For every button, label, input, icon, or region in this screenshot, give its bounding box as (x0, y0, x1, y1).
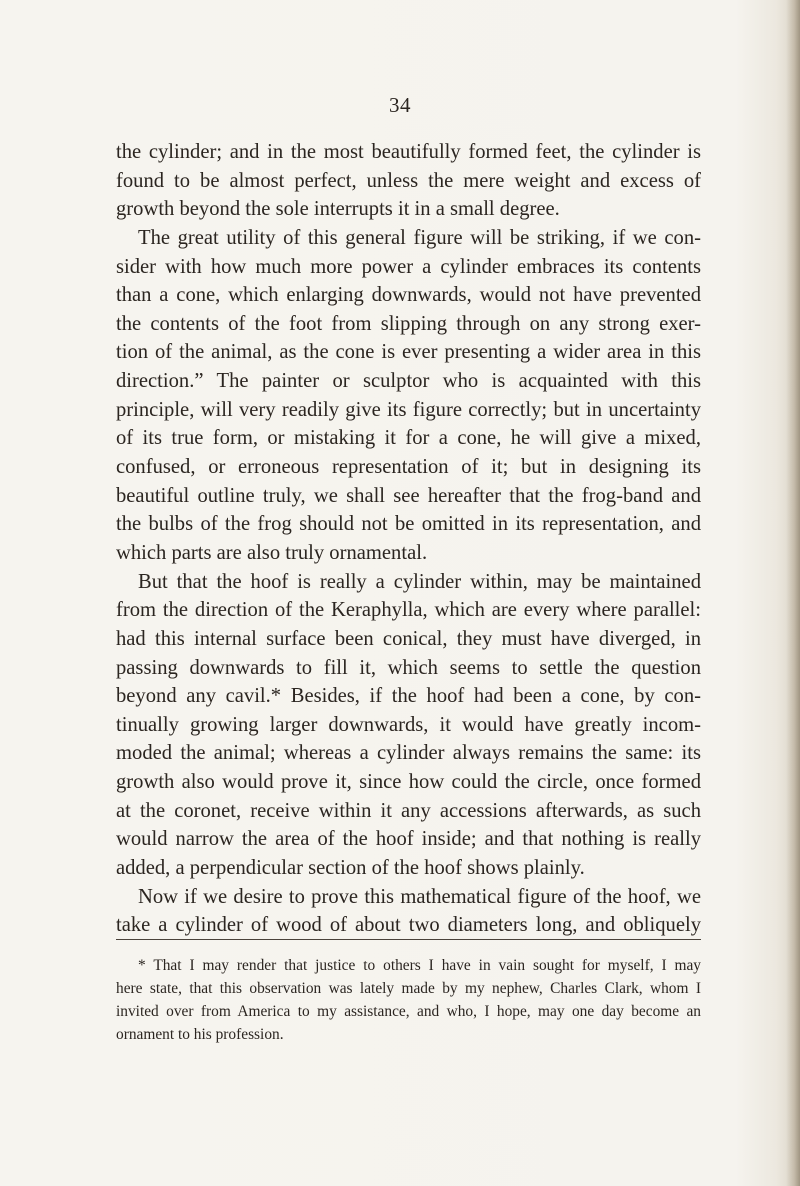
body-line: beautiful outline truly, we shall see hereafter that the frog-band and (116, 484, 701, 507)
footnote-line: ornament to his profession. (116, 1026, 284, 1043)
body-line: confused, or erroneous representation of it; but in designing its (116, 456, 701, 479)
body-line: the bulbs of the frog should not be omitted in its representation, and (116, 513, 701, 536)
footnote-line: * That I may render that justice to others I have in vain sought for myself, I may (138, 957, 701, 974)
page-edge-shadow (786, 0, 800, 1186)
body-line: at the coronet, receive within it any accessions afterwards, as such (116, 799, 701, 822)
body-line: had this internal surface been conical, they must have diverged, in (116, 627, 701, 650)
body-line: tion of the animal, as the cone is ever presenting a wider area in this (116, 341, 701, 364)
body-line: which parts are also truly ornamental. (116, 541, 428, 564)
body-line: of its true form, or mistaking it for a cone, he will give a mixed, (116, 427, 701, 450)
page-number: 34 (389, 93, 411, 117)
body-line: The great utility of this general figure will be striking, if we con- (138, 226, 701, 249)
body-line: Now if we desire to prove this mathematical figure of the hoof, we (138, 885, 701, 908)
body-line: the cylinder; and in the most beautifully formed feet, the cylinder is (116, 141, 701, 163)
body-line: But that the hoof is really a cylinder within, may be maintained (138, 570, 701, 593)
body-line: from the direction of the Keraphylla, which are every where parallel: (116, 599, 701, 622)
body-line: direction.” The painter or sculptor who is acquainted with this (116, 370, 701, 393)
footnote-line: here state, that this observation was lately made by my nephew, Charles Clark, whom I (116, 980, 701, 997)
body-line: beyond any cavil.* Besides, if the hoof had been a cone, by con- (116, 685, 701, 708)
body-line: the contents of the foot from slipping through on any strong exer- (116, 312, 701, 335)
footnote-divider (116, 939, 701, 940)
body-line: found to be almost perfect, unless the mere weight and excess of (116, 169, 701, 192)
body-line: sider with how much more power a cylinder embraces its contents (116, 255, 701, 278)
body-line: would narrow the area of the hoof inside; and that nothing is really (116, 828, 701, 851)
body-text (116, 138, 701, 940)
body-line: tinually growing larger downwards, it would have greatly incom- (116, 713, 701, 736)
footnote-line: invited over from America to my assistance, and who, I hope, may one day become an (116, 1003, 701, 1020)
body-line: moded the animal; whereas a cylinder always remains the same: its (116, 742, 701, 765)
body-line: take a cylinder of wood of about two diameters long, and obliquely (116, 914, 701, 937)
body-line: passing downwards to fill it, which seems to settle the question (116, 656, 701, 679)
body-line: added, a perpendicular section of the hoof shows plainly. (116, 857, 585, 880)
body-line: growth also would prove it, since how could the circle, once formed (116, 771, 701, 794)
footnote (116, 954, 701, 1046)
body-line: principle, will very readily give its figure correctly; but in uncertainty (116, 398, 701, 421)
body-line: growth beyond the sole interrupts it in a small degree. (116, 198, 560, 221)
body-line: than a cone, which enlarging downwards, would not have prevented (116, 284, 701, 307)
